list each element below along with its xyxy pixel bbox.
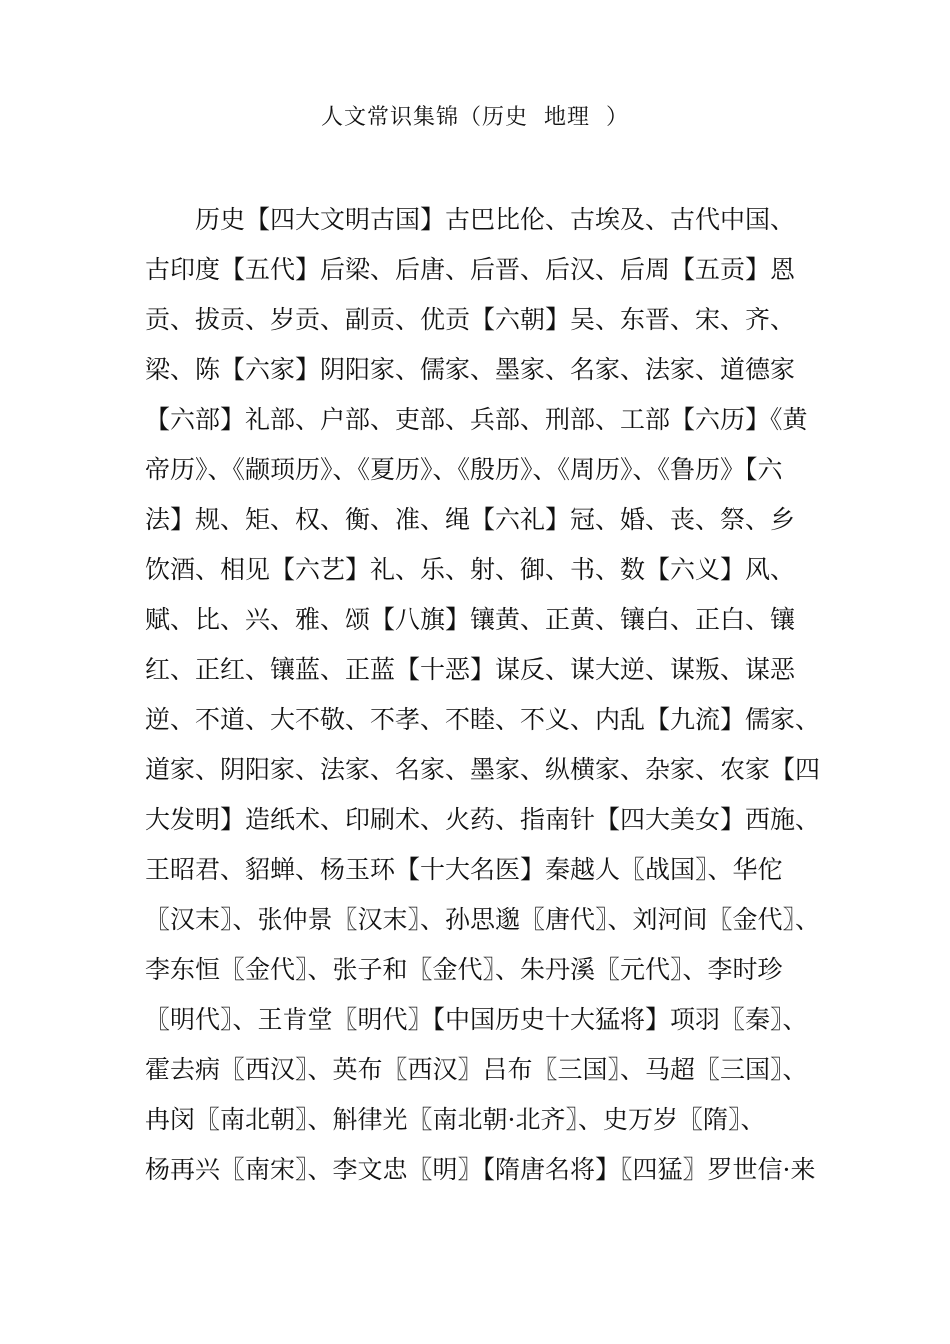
body-line: 李东恒〖金代〗、张子和〖金代〗、朱丹溪〖元代〗、李时珍 — [145, 955, 783, 984]
body-line: 冉闵〖南北朝〗、斛律光〖南北朝·北齐〗、史万岁〖隋〗、 — [145, 1105, 766, 1134]
body-line: 赋、比、兴、雅、颂【八旗】镶黄、正黄、镶白、正白、镶 — [145, 605, 796, 634]
body-line: 逆、不道、大不敬、不孝、不睦、不义、内乱【九流】儒家、 — [145, 705, 821, 734]
body-line: 古印度【五代】后梁、后唐、后晋、后汉、后周【五贡】恩 — [145, 255, 796, 284]
body-line: 霍去病〖西汉〗、英布〖西汉〗吕布〖三国〗、马超〖三国〗、 — [145, 1055, 808, 1084]
body-line: 贡、拔贡、岁贡、副贡、优贡【六朝】吴、东晋、宋、齐、 — [145, 305, 796, 334]
body-line: 饮酒、相见【六艺】礼、乐、射、御、书、数【六义】风、 — [145, 555, 796, 584]
body-line: 王昭君、貂蝉、杨玉环【十大名医】秦越人〖战国〗、华佗 — [145, 855, 783, 884]
body-line: 杨再兴〖南宋〗、李文忠〖明〗【隋唐名将】〖四猛〗罗世信·来 — [145, 1155, 816, 1184]
body-line: 道家、阴阳家、法家、名家、墨家、纵横家、杂家、农家【四 — [145, 755, 821, 784]
body-line: 法】规、矩、权、衡、准、绳【六礼】冠、婚、丧、祭、乡 — [145, 505, 796, 534]
body-line: 历史【四大文明古国】古巴比伦、古埃及、古代中国、 — [195, 205, 796, 234]
document-body — [145, 195, 845, 1195]
body-line: 帝历》、《颛顼历》、《夏历》、《殷历》、《周历》、《鲁历》【六 — [145, 455, 783, 484]
body-line: 梁、陈【六家】阴阳家、儒家、墨家、名家、法家、道德家 — [145, 355, 796, 384]
body-line: 〖汉末〗、张仲景〖汉末〗、孙思邈〖唐代〗、刘河间〖金代〗、 — [145, 905, 821, 934]
document-title: 人文常识集锦（历史 地理 ） — [321, 105, 629, 130]
body-line: 【六部】礼部、户部、吏部、兵部、刑部、工部【六历】《黄 — [145, 405, 808, 434]
body-line: 〖明代〗、王肯堂〖明代〗【中国历史十大猛将】项羽〖秦〗、 — [145, 1005, 808, 1034]
body-line: 红、正红、镶蓝、正蓝【十恶】谋反、谋大逆、谋叛、谋恶 — [145, 655, 796, 684]
body-line: 大发明】造纸术、印刷术、火药、指南针【四大美女】西施、 — [145, 805, 821, 834]
